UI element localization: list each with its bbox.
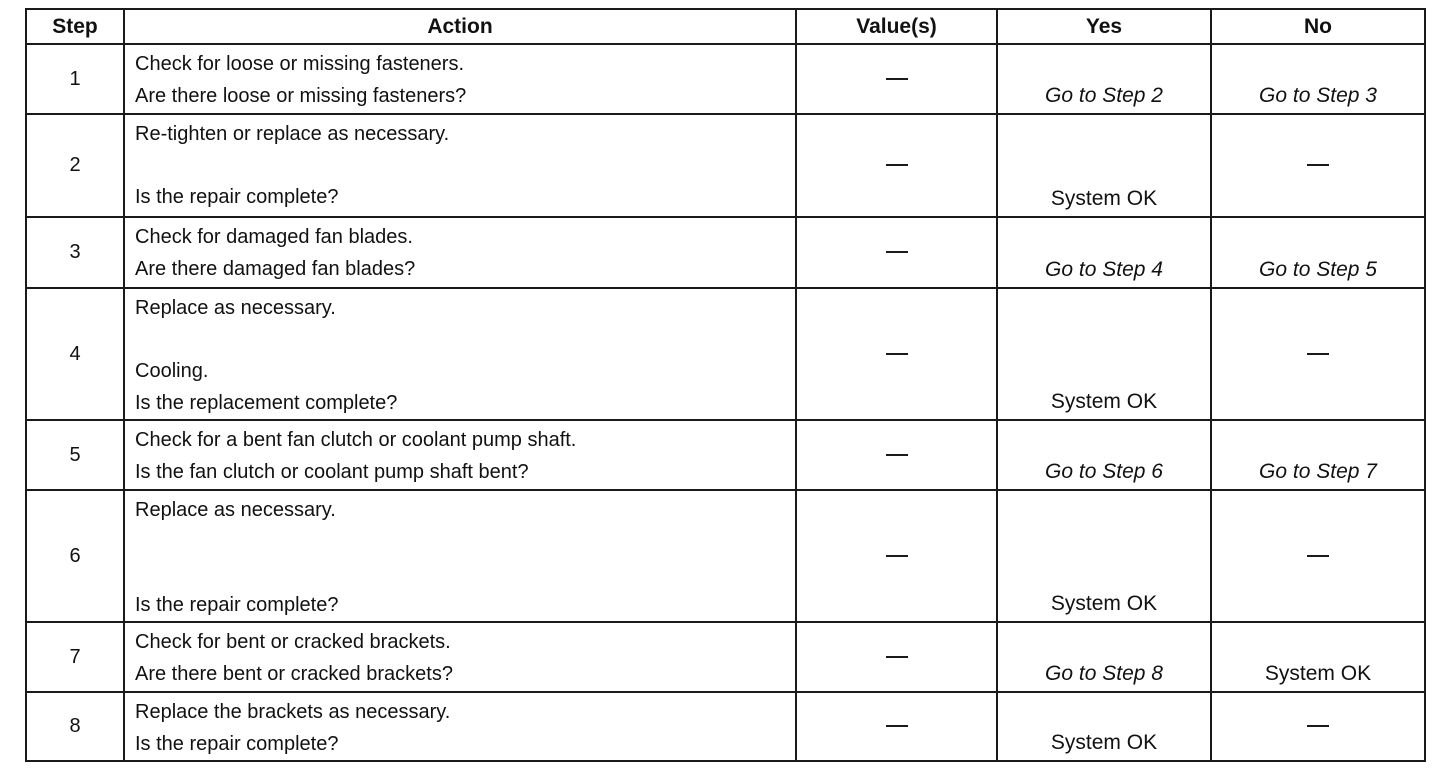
action-line — [135, 527, 785, 559]
action-line: Are there loose or missing fasteners? — [135, 84, 467, 107]
step-number: 5 — [26, 420, 124, 490]
step-number: 4 — [26, 288, 124, 420]
action-cell — [124, 692, 796, 761]
action-line: Re-tighten or replace as necessary. — [135, 123, 450, 145]
action-cell — [124, 44, 796, 114]
dash-mark — [1307, 353, 1329, 355]
action-line — [135, 325, 785, 357]
yes-cell — [997, 490, 1211, 622]
value-cell — [796, 288, 997, 420]
diagnostic-table — [25, 8, 1426, 762]
header-action: Action — [124, 9, 796, 44]
no-cell — [1211, 622, 1425, 692]
header-yes: Yes — [997, 9, 1211, 44]
step-number: 1 — [26, 44, 124, 114]
value-cell — [796, 692, 997, 761]
action-line: Is the repair complete? — [135, 732, 339, 755]
yes-cell — [997, 217, 1211, 288]
action-line: Check for bent or cracked brackets. — [135, 631, 451, 653]
yes-result: Go to Step 4 — [1045, 258, 1163, 281]
no-cell — [1211, 692, 1425, 761]
yes-result: System OK — [1050, 187, 1158, 210]
action-line: Is the replacement complete? — [135, 391, 398, 414]
dash-mark — [886, 251, 908, 253]
header-row — [26, 9, 1425, 44]
value-cell — [796, 217, 997, 288]
dash-mark — [886, 353, 908, 355]
header-values: Value(s) — [796, 9, 997, 44]
dash-mark — [886, 656, 908, 658]
value-cell — [796, 490, 997, 622]
yes-cell — [997, 114, 1211, 217]
yes-result: System OK — [1050, 592, 1158, 615]
table-header — [26, 9, 1425, 44]
dash-mark — [1307, 164, 1329, 166]
table-row — [26, 490, 1425, 622]
table-body — [26, 44, 1425, 761]
action-line: Check for a bent fan clutch or coolant pump shaft. — [135, 429, 577, 451]
step-number: 2 — [26, 114, 124, 217]
action-cell — [124, 288, 796, 420]
action-line: Cooling. — [135, 360, 209, 382]
action-line — [135, 151, 785, 183]
action-line: Is the fan clutch or coolant pump shaft bent? — [135, 460, 529, 483]
no-cell — [1211, 217, 1425, 288]
step-number: 6 — [26, 490, 124, 622]
action-line: Replace as necessary. — [135, 499, 336, 521]
header-no: No — [1211, 9, 1425, 44]
action-line — [135, 558, 785, 590]
yes-cell — [997, 420, 1211, 490]
yes-result: System OK — [1050, 731, 1158, 754]
table-row — [26, 288, 1425, 420]
table-row — [26, 622, 1425, 692]
header-step: Step — [26, 9, 124, 44]
action-line: Replace the brackets as necessary. — [135, 701, 451, 723]
table-row — [26, 217, 1425, 288]
yes-cell — [997, 44, 1211, 114]
yes-result: Go to Step 2 — [1045, 84, 1163, 107]
action-line: Are there damaged fan blades? — [135, 257, 416, 280]
no-result: Go to Step 7 — [1259, 460, 1377, 483]
yes-cell — [997, 622, 1211, 692]
table-row — [26, 44, 1425, 114]
action-cell — [124, 490, 796, 622]
action-line: Check for damaged fan blades. — [135, 226, 413, 248]
yes-result: Go to Step 8 — [1045, 662, 1163, 685]
value-cell — [796, 420, 997, 490]
no-result: System OK — [1264, 662, 1372, 685]
dash-mark — [886, 555, 908, 557]
no-result: Go to Step 3 — [1259, 84, 1377, 107]
table-row — [26, 420, 1425, 490]
dash-mark — [1307, 725, 1329, 727]
no-cell — [1211, 420, 1425, 490]
action-cell — [124, 420, 796, 490]
yes-cell — [997, 692, 1211, 761]
yes-result: System OK — [1050, 390, 1158, 413]
step-number: 8 — [26, 692, 124, 761]
dash-mark — [886, 164, 908, 166]
yes-cell — [997, 288, 1211, 420]
value-cell — [796, 622, 997, 692]
dash-mark — [886, 725, 908, 727]
step-number: 3 — [26, 217, 124, 288]
action-line: Replace as necessary. — [135, 297, 336, 319]
no-cell — [1211, 44, 1425, 114]
step-number: 7 — [26, 622, 124, 692]
yes-result: Go to Step 6 — [1045, 460, 1163, 483]
action-line: Are there bent or cracked brackets? — [135, 662, 453, 685]
action-line: Is the repair complete? — [135, 593, 339, 616]
dash-mark — [886, 78, 908, 80]
table-row — [26, 114, 1425, 217]
action-line: Check for loose or missing fasteners. — [135, 53, 465, 75]
action-cell — [124, 114, 796, 217]
action-cell — [124, 622, 796, 692]
dash-mark — [1307, 555, 1329, 557]
no-cell — [1211, 288, 1425, 420]
action-cell — [124, 217, 796, 288]
dash-mark — [886, 454, 908, 456]
no-cell — [1211, 114, 1425, 217]
no-cell — [1211, 490, 1425, 622]
table-row — [26, 692, 1425, 761]
value-cell — [796, 114, 997, 217]
value-cell — [796, 44, 997, 114]
action-line: Is the repair complete? — [135, 186, 339, 208]
no-result: Go to Step 5 — [1259, 258, 1377, 281]
